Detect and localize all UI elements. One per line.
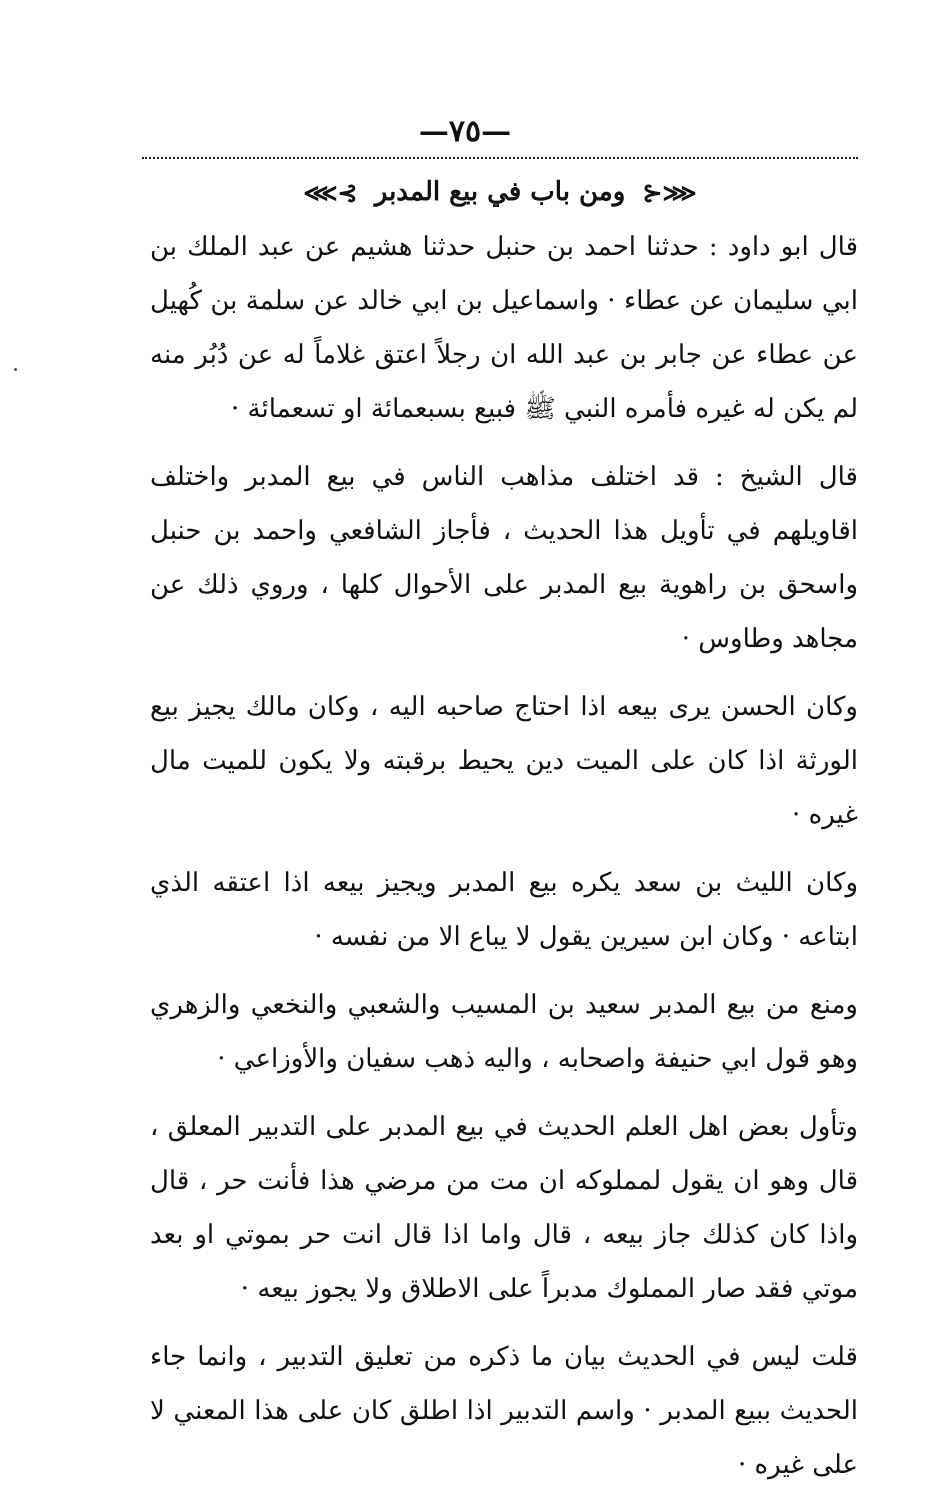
paragraph-hadith: قال ابو داود : حدثنا احمد بن حنبل حدثنا هشيم عن عبد الملك بن ابي سليمان عن عطاء · واسماعيل بن ابي خالد عن سلمة بن كُهيل عن عطاء عن جابر بن عبد الله ان رجلاً اعتق غلاماً له عن دُبُر منه لم يكن له غيره فأمره النبي ﷺ فبيع بسبعمائة او تسعمائة · bbox=[150, 232, 858, 424]
header-rule bbox=[142, 157, 858, 159]
body-text bbox=[150, 220, 858, 1506]
paragraph-prohibition: ومنع من بيع المدبر سعيد بن المسيب والشعبي والنخعي والزهري وهو قول ابي حنيفة واصحابه ، واليه ذهب سفيان والأوزاعي · bbox=[150, 990, 858, 1074]
paragraph-hasan: وكان الحسن يرى بيعه اذا احتاج صاحبه اليه ، وكان مالك يجيز بيع الورثة اذا كان على الميت دين يحيط برقبته ولا يكون للميت مال غيره · bbox=[150, 692, 858, 830]
chapter-title: ومن باب في بيع المدبر bbox=[374, 177, 626, 207]
scan-speck bbox=[14, 368, 17, 371]
chapter-heading bbox=[142, 170, 858, 215]
paragraph-sheikh: قال الشيخ : قد اختلف مذاهب الناس في بيع المدبر واختلف اقاويلهم في تأويل هذا الحديث ، فأجاز الشافعي واحمد بن حنبل واسحق بن راهوية بيع المدبر على الأحوال كلها ، وروي ذلك عن مجاهد وطاوس · bbox=[150, 462, 858, 654]
paragraph-layth: وكان الليث بن سعد يكره بيع المدبر ويجيز بيعه اذا اعتقه الذي ابتاعه · وكان ابن سيرين يقول لا يباع الا من نفسه · bbox=[150, 868, 858, 952]
paragraph-conclusion: قلت ليس في الحديث بيان ما ذكره من تعليق التدبير ، وانما جاء الحديث ببيع المدبر · واسم التدبير اذا اطلق كان على هذا المعني لا على غيره · bbox=[150, 1342, 858, 1480]
page-number: —٧٥— bbox=[418, 114, 512, 149]
paragraph-interpretation: وتأول بعض اهل العلم الحديث في بيع المدبر على التدبير المعلق ، قال وهو ان يقول لمملوكه ان مت من مرضي هذا فأنت حر ، قال واذا كان كذلك جاز بيعه ، قال واما اذا قال انت حر بموتي او بعد موتي فقد صار المملوك مدبراً على الاطلاق ولا يجوز بيعه · bbox=[150, 1112, 858, 1304]
ornament-right-icon: ⋘⊰ bbox=[642, 178, 697, 207]
ornament-left-icon: ⊱⋙ bbox=[303, 178, 358, 207]
